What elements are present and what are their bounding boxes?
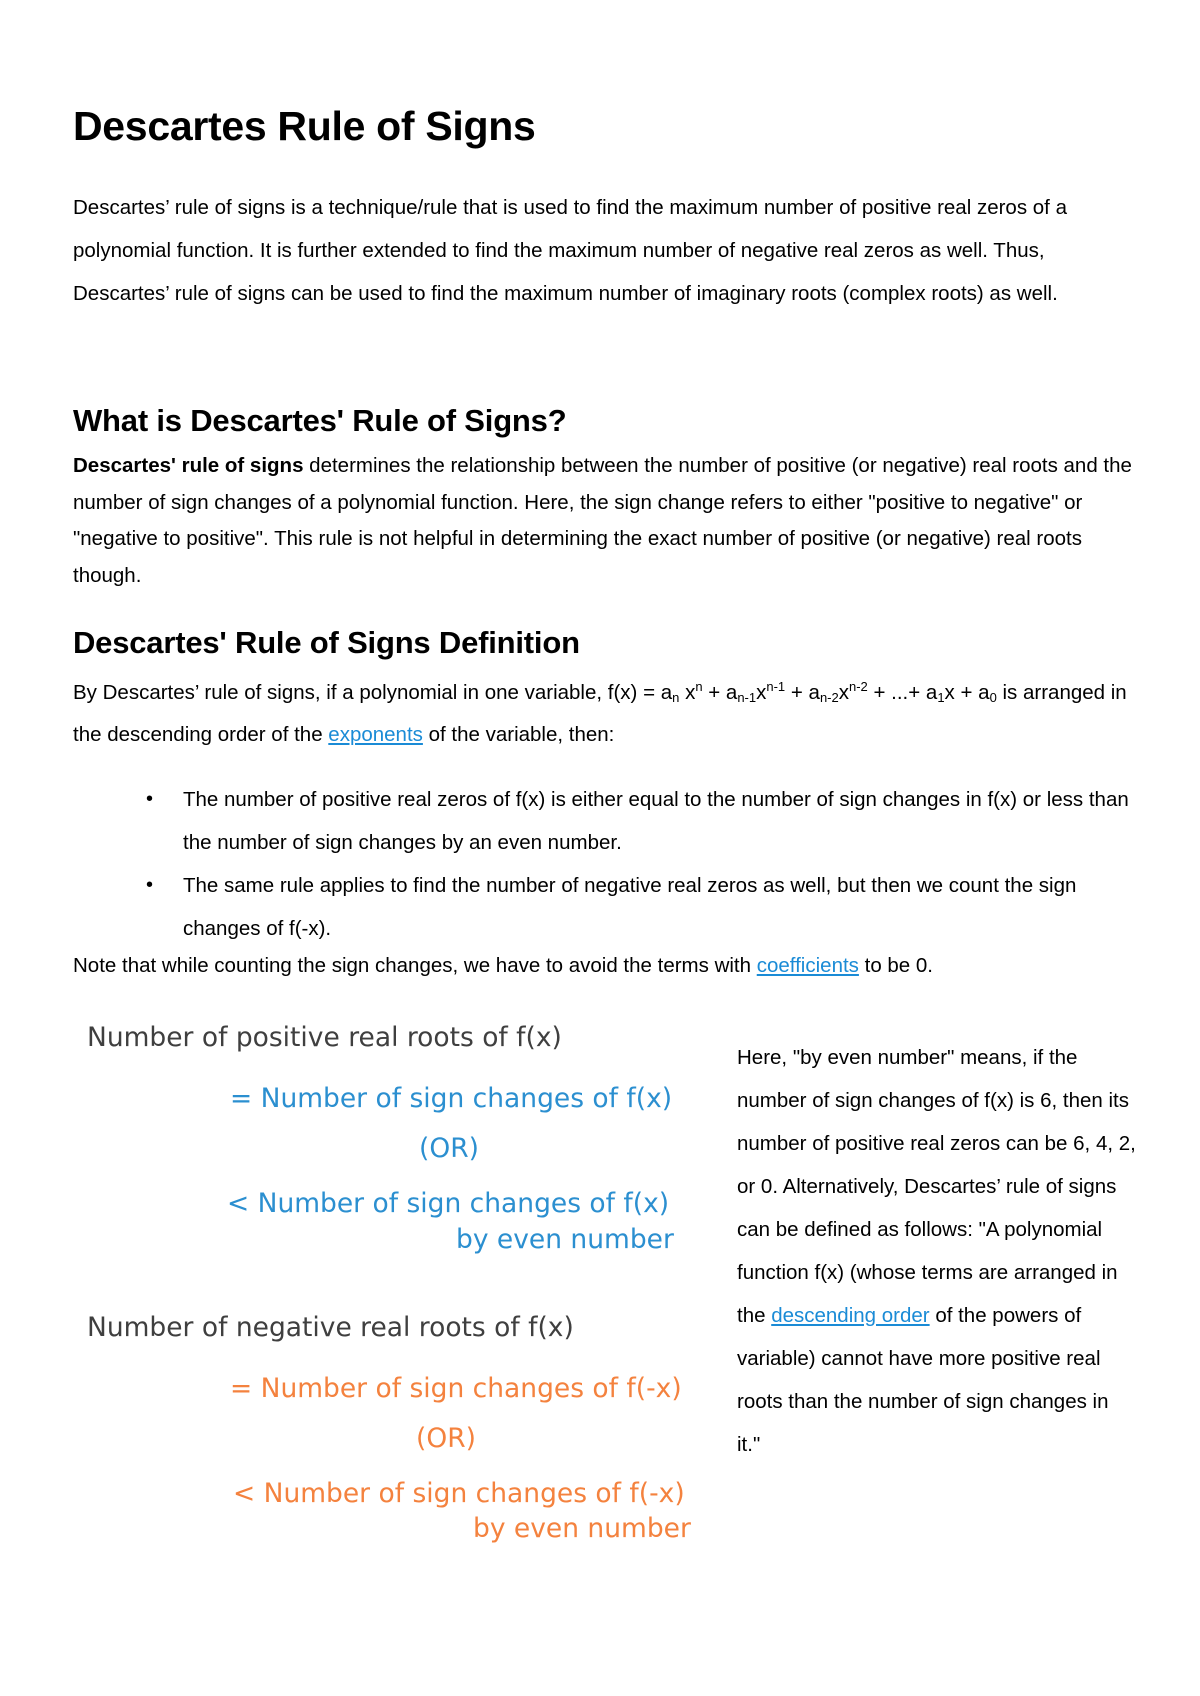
what-paragraph (73, 448, 1143, 594)
subscript: n-2 (819, 690, 839, 705)
poly-term: x (838, 681, 849, 704)
poly-term: + ...+ a (867, 681, 938, 704)
subscript: n-1 (737, 690, 757, 705)
aside-text-before: Here, "by even number" means, if the number of sign changes of f(x) is 6, then its number of positive real zeros can be 6, 4, 2, or 0. Alternatively, Descartes’ rule of signs can be defined as follows: "A polynomial function f(x) (whose terms are arranged in the (737, 1046, 1136, 1327)
definition-paragraph: By Descartes’ rule of signs, if a polynomial in one variable, $f(x) = a_n$ $x^n + a_{n-1}x^{n-1} + a_{n-2}x^{n-2}$ + ...+ $a_1x + a_0$ is arranged in the descending order of the exponents of the variable, then: (73, 679, 1127, 746)
positive-even-label: by even number (456, 1224, 674, 1255)
page-title: Descartes Rule of Signs (73, 103, 536, 149)
negative-equal-line: = Number of sign changes of f(-x) (230, 1373, 682, 1404)
coefficients-link[interactable]: coefficients (756, 954, 859, 977)
negative-roots-title: Number of negative real roots of f(x) (87, 1312, 574, 1343)
negative-or-label: (OR) (416, 1423, 476, 1454)
positive-equal-line: = Number of sign changes of f(x) (230, 1083, 673, 1114)
list-item: • The same rule applies to find the number of negative real zeros as well, but then we count the sign changes of f(-x). (183, 864, 1143, 950)
subscript: 1 (937, 690, 945, 705)
rules-list (73, 778, 1143, 950)
positive-less-line: < Number of sign changes of f(x) (227, 1188, 670, 1219)
negative-even-label: by even number (473, 1513, 691, 1544)
subscript: 0 (989, 690, 997, 705)
poly-term: + a (702, 681, 738, 704)
exponents-link[interactable]: exponents (328, 722, 423, 746)
superscript: n (695, 679, 703, 694)
list-item: • The number of positive real zeros of f(x) is either equal to the number of sign changes in f(x) or less than the number of sign changes by an even number. (183, 778, 1143, 864)
aside-paragraph (737, 1036, 1137, 1466)
poly-term: + a (785, 681, 820, 704)
poly-term: x (756, 681, 767, 704)
superscript: n-1 (766, 679, 786, 694)
aside-text-after: of the powers of variable) cannot have more positive real roots than the number of sign changes in it." (737, 1304, 1109, 1456)
definition-text-mid: is arranged in the descending order of the (73, 681, 1127, 746)
intro-paragraph: Descartes’ rule of signs is a technique/rule that is used to find the maximum number of positive real zeros of a polynomial function. It is further extended to find the maximum number of negative real zeros as well. Thus, Descartes’ rule of signs can be used to find the maximum number of imaginary roots (complex roots) as well. (73, 196, 1067, 305)
note-text-before: Note that while counting the sign changes, we have to avoid the terms with (73, 954, 757, 977)
superscript: n-2 (848, 679, 868, 694)
what-text: determines the relationship between the number of positive (or negative) real roots and the number of sign changes of a polynomial function. Here, the sign change refers to either "positive to negative" or "negative to positive". This rule is not helpful in determining the exact number of positive (or negative) real roots though. (73, 454, 1132, 587)
subscript: n (672, 690, 680, 705)
note-paragraph (73, 948, 1143, 984)
section-heading-what: What is Descartes' Rule of Signs? (73, 403, 567, 438)
descending-order-link[interactable]: descending order (771, 1304, 930, 1327)
note-text-after: to be 0. (858, 954, 934, 977)
poly-term: x + a (944, 681, 990, 704)
definition-text-after: of the variable, then: (422, 722, 615, 746)
definition-text-before: By Descartes’ rule of signs, if a polynomial in one variable, f(x) = a (73, 681, 673, 704)
positive-or-label: (OR) (419, 1133, 479, 1164)
bold-lead: Descartes' rule of signs (73, 454, 304, 477)
positive-roots-title: Number of positive real roots of f(x) (87, 1022, 562, 1053)
negative-less-line: < Number of sign changes of f(-x) (233, 1478, 685, 1509)
section-heading-definition: Descartes' Rule of Signs Definition (73, 625, 580, 660)
